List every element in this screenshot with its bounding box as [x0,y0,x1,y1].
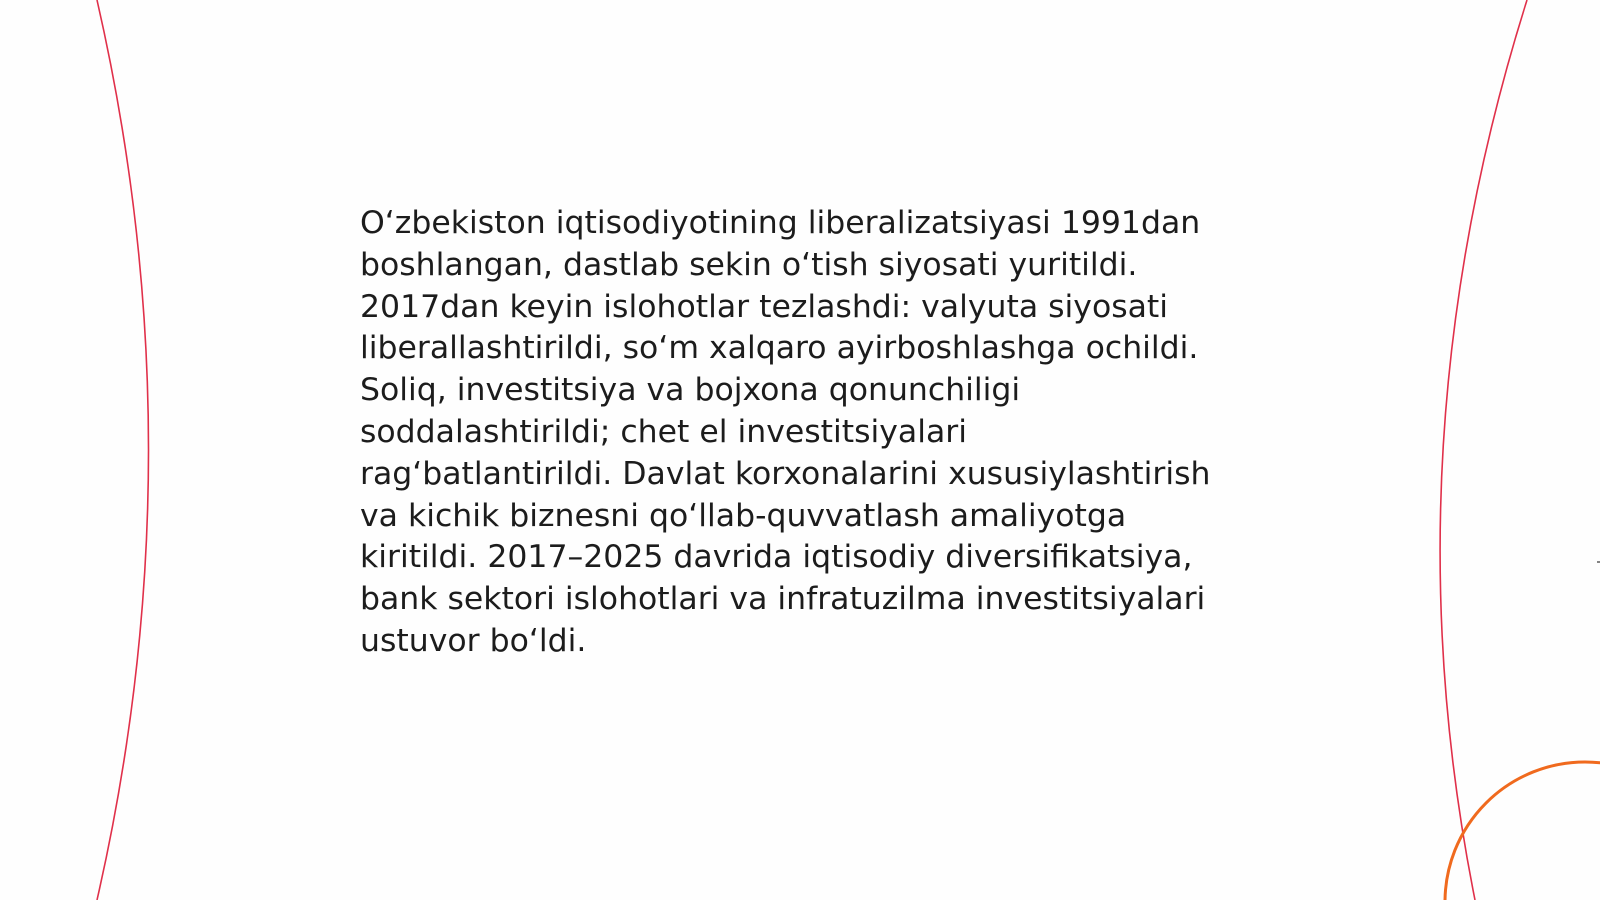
paragraph-line: rag‘batlantirildi. Davlat korxonalarini xususiylashtirish [360,455,1211,492]
paragraph-line: soddalashtirildi; chet el investitsiyalari [360,413,967,450]
paragraph-line: O‘zbekiston iqtisodiyotining liberalizatsiyasi 1991dan [360,205,1201,241]
paragraph-line: Soliq, investitsiya va bojxona qonunchiligi [360,372,1021,409]
paragraph-line: liberallashtirildi, so‘m xalqaro ayirboshlashga ochildi. [360,330,1199,367]
body-paragraph [360,203,1260,663]
paragraph-line: ustuvor bo‘ldi. [360,622,587,659]
paragraph-line: kiritildi. 2017–2025 davrida iqtisodiy diversifikatsiya, [360,539,1193,576]
left-arc [97,0,149,900]
paragraph-line: boshlangan, dastlab sekin o‘tish siyosati yuritildi. [360,246,1138,283]
orange-circle [1445,762,1600,900]
paragraph-line: 2017dan keyin islohotlar tezlashdi: valyuta siyosati [360,288,1169,325]
paragraph-line: va kichik biznesni qo‘llab-quvvatlash amaliyotga [360,497,1127,534]
right-arc [1440,0,1527,900]
paragraph-line: bank sektori islohotlari va infratuzilma investitsiyalari [360,581,1206,618]
